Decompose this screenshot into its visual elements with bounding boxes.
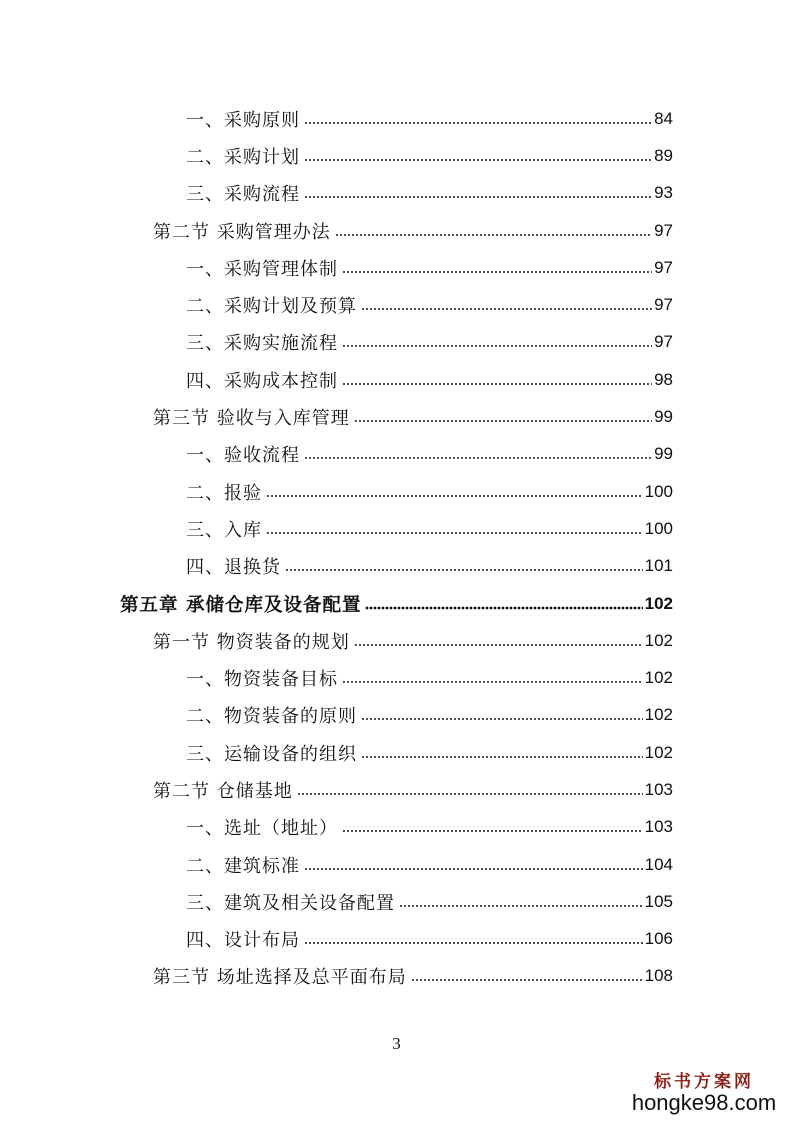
- toc-dot-leader: [361, 302, 652, 316]
- watermark-url: hongke98.com: [631, 1090, 777, 1115]
- toc-dot-leader: [335, 228, 652, 242]
- toc-entry-page: 100: [644, 481, 673, 501]
- toc-dot-leader: [365, 601, 642, 615]
- toc-entry-item[interactable]: [0, 659, 793, 696]
- toc-entry-item[interactable]: [0, 324, 793, 361]
- toc-dot-leader: [304, 153, 652, 167]
- toc-entry-page: 99: [654, 407, 673, 427]
- toc-entry-page: 102: [644, 705, 673, 725]
- toc-entry-title: 第五章 承储仓库及设备配置: [120, 594, 362, 616]
- toc-entry-page: 93: [654, 183, 673, 203]
- toc-entry-title: 四、设计布局: [186, 930, 300, 952]
- toc-entry-title: 二、报验: [186, 482, 262, 504]
- toc-entry-item[interactable]: [0, 175, 793, 212]
- toc-dot-leader: [354, 414, 652, 428]
- toc-dot-leader: [304, 936, 643, 950]
- toc-entry-title: 三、运输设备的组织: [186, 743, 357, 765]
- toc-entry-item[interactable]: [0, 921, 793, 958]
- toc-entry-item[interactable]: [0, 137, 793, 174]
- toc-dot-leader: [342, 377, 652, 391]
- toc-dot-leader: [354, 638, 643, 652]
- toc-dot-leader: [342, 339, 652, 353]
- toc-entry-page: 105: [644, 891, 673, 911]
- toc-entry-title: 一、验收流程: [186, 445, 300, 467]
- toc-entry-page: 106: [644, 929, 673, 949]
- toc-dot-leader: [361, 712, 643, 726]
- toc-entry-title: 二、采购计划及预算: [186, 296, 357, 318]
- toc-entry-title: 四、退换货: [186, 557, 281, 579]
- toc-entry-title: 一、选址（地址）: [186, 818, 338, 840]
- toc-entry-title: 一、物资装备目标: [186, 669, 338, 691]
- table-of-contents: [0, 100, 793, 995]
- toc-entry-item[interactable]: [0, 249, 793, 286]
- toc-dot-leader: [342, 824, 643, 838]
- toc-entry-page: 100: [644, 518, 673, 538]
- toc-entry-title: 第二节 采购管理办法: [153, 221, 331, 243]
- toc-entry-item[interactable]: [0, 548, 793, 585]
- page-number: 3: [392, 1034, 401, 1053]
- toc-entry-page: 102: [644, 668, 673, 688]
- toc-entry-title: 第一节 物资装备的规划: [153, 631, 350, 653]
- toc-entry-item[interactable]: [0, 100, 793, 137]
- toc-entry-item[interactable]: [0, 883, 793, 920]
- toc-entry-section[interactable]: [0, 212, 793, 249]
- toc-dot-leader: [304, 451, 652, 465]
- toc-entry-section[interactable]: [0, 398, 793, 435]
- toc-entry-page: 84: [654, 108, 673, 128]
- toc-entry-page: 103: [644, 779, 673, 799]
- toc-dot-leader: [342, 675, 643, 689]
- toc-dot-leader: [411, 973, 643, 987]
- toc-entry-page: 102: [644, 742, 673, 762]
- toc-entry-item[interactable]: [0, 697, 793, 734]
- toc-entry-page: 97: [654, 220, 673, 240]
- toc-entry-title: 三、采购流程: [186, 184, 300, 206]
- toc-entry-title: 二、物资装备的原则: [186, 706, 357, 728]
- toc-entry-page: 97: [654, 257, 673, 277]
- toc-entry-title: 第二节 仓储基地: [153, 780, 293, 802]
- toc-entry-page: 103: [644, 817, 673, 837]
- toc-dot-leader: [342, 265, 652, 279]
- toc-entry-page: 99: [654, 444, 673, 464]
- toc-entry-item[interactable]: [0, 436, 793, 473]
- toc-entry-item[interactable]: [0, 473, 793, 510]
- toc-dot-leader: [285, 563, 643, 577]
- toc-entry-title: 二、建筑标准: [186, 855, 300, 877]
- toc-entry-page: 102: [644, 630, 673, 650]
- toc-entry-page: 102: [644, 593, 673, 613]
- toc-entry-title: 第三节 验收与入库管理: [153, 408, 350, 430]
- toc-entry-title: 一、采购管理体制: [186, 258, 338, 280]
- toc-entry-section[interactable]: [0, 771, 793, 808]
- toc-entry-item[interactable]: [0, 809, 793, 846]
- toc-entry-page: 108: [644, 966, 673, 986]
- toc-entry-item[interactable]: [0, 286, 793, 323]
- toc-entry-title: 三、建筑及相关设备配置: [186, 892, 395, 914]
- toc-entry-page: 101: [644, 556, 673, 576]
- toc-entry-section[interactable]: [0, 622, 793, 659]
- toc-dot-leader: [266, 526, 643, 540]
- toc-entry-page: 89: [654, 145, 673, 165]
- toc-dot-leader: [297, 787, 643, 801]
- watermark-site-name: 标书方案网: [654, 1072, 754, 1092]
- toc-dot-leader: [399, 899, 643, 913]
- toc-entry-title: 三、入库: [186, 519, 262, 541]
- toc-entry-title: 三、采购实施流程: [186, 333, 338, 355]
- toc-entry-title: 二、采购计划: [186, 146, 300, 168]
- toc-entry-page: 98: [654, 369, 673, 389]
- toc-dot-leader: [361, 750, 643, 764]
- toc-entry-section[interactable]: [0, 958, 793, 995]
- toc-entry-page: 97: [654, 332, 673, 352]
- toc-entry-title: 第三节 场址选择及总平面布局: [153, 967, 407, 989]
- toc-entry-item[interactable]: [0, 846, 793, 883]
- toc-dot-leader: [304, 862, 643, 876]
- toc-entry-title: 四、采购成本控制: [186, 370, 338, 392]
- toc-dot-leader: [304, 190, 652, 204]
- toc-dot-leader: [266, 489, 643, 503]
- toc-dot-leader: [304, 116, 652, 130]
- toc-entry-chapter[interactable]: [0, 585, 793, 622]
- toc-entry-page: 97: [654, 295, 673, 315]
- toc-entry-item[interactable]: [0, 361, 793, 398]
- toc-entry-title: 一、采购原则: [186, 109, 300, 131]
- toc-entry-item[interactable]: [0, 510, 793, 547]
- watermark: [629, 1067, 779, 1116]
- toc-entry-item[interactable]: [0, 734, 793, 771]
- toc-entry-page: 104: [644, 854, 673, 874]
